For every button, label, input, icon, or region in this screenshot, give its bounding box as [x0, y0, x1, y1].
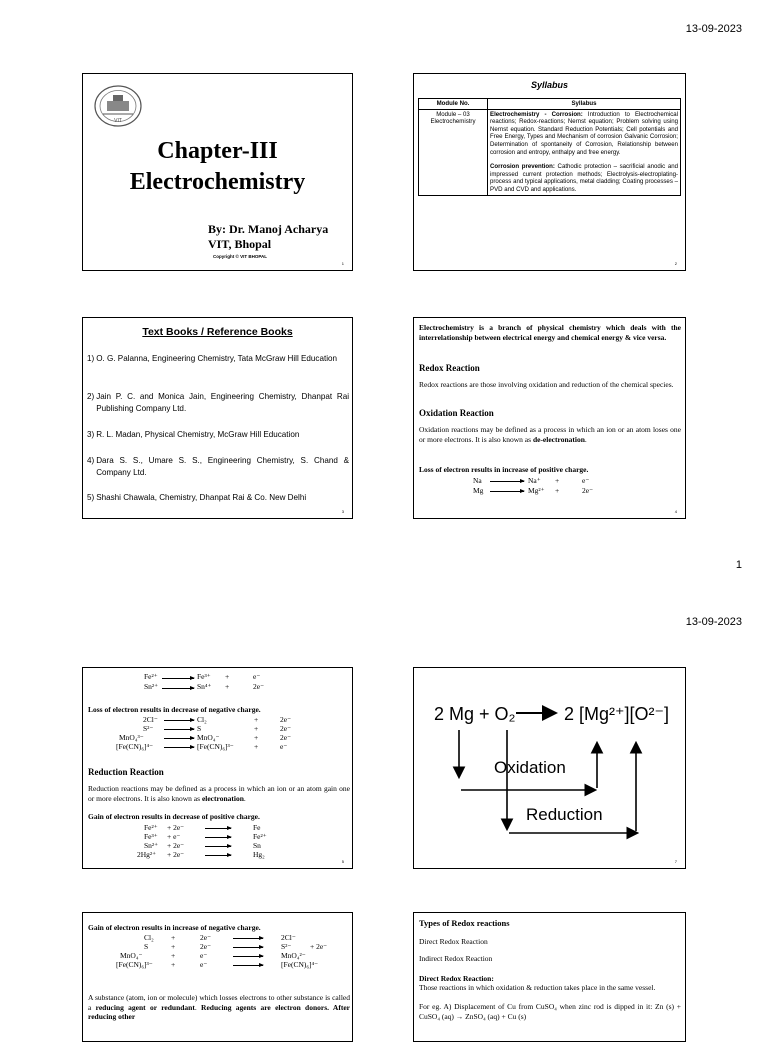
- electron: + 2e⁻: [167, 841, 185, 850]
- loss-heading: Loss of electron results in increase of positive charge.: [419, 465, 589, 474]
- author-block: [208, 222, 328, 252]
- arrow-icon: [205, 828, 231, 829]
- electron: + 2e⁻: [167, 850, 185, 859]
- electron: e⁻: [253, 672, 261, 681]
- redox-text: Redox reactions are those involving oxidation and reduction of the chemical species.: [419, 380, 674, 389]
- arrow-icon: [164, 720, 194, 721]
- book-text: Jain P. C. and Monica Jain, Engineering Chemistry, Dhanpat Rai Publishing Company Ltd.: [96, 392, 349, 413]
- plus: +: [555, 476, 560, 485]
- book-item: [87, 353, 349, 365]
- product: Fe²⁺: [253, 832, 267, 841]
- product: S²⁻: [281, 942, 292, 951]
- textbooks-title: Text Books / Reference Books: [142, 326, 293, 338]
- reduction-term: electronation: [201, 793, 244, 803]
- arrow-icon: [162, 688, 194, 689]
- equation-right: 2 [Mg²⁺][O²⁻]: [564, 704, 670, 724]
- arrow-icon: [205, 855, 231, 856]
- module-name: Electrochemistry: [430, 118, 476, 126]
- module-number: Module – 03: [436, 110, 470, 118]
- slide-redox-diagram: [413, 667, 686, 869]
- book-text: O. G. Palanna, Engineering Chemistry, Tata McGraw Hill Education: [96, 354, 338, 363]
- negative-reactions: [83, 715, 353, 757]
- book-item: [87, 391, 349, 415]
- gain-negative-reactions: [83, 933, 353, 975]
- arrow-icon: [490, 491, 524, 492]
- book-text: Dara S. S., Umare S. S., Engineering Chemistry, S. Chand & Company Ltd.: [96, 456, 349, 477]
- vit-logo-icon: [93, 84, 143, 128]
- product: Mg²⁺: [528, 486, 545, 495]
- plus: +: [171, 960, 176, 969]
- reduction-heading: Reduction Reaction: [88, 767, 164, 777]
- module-cell: [419, 109, 488, 195]
- plus: +: [225, 672, 230, 681]
- arrow-icon: [490, 481, 524, 482]
- reduction-text-end: .: [243, 793, 246, 803]
- extra-electron: + 2e⁻: [310, 942, 328, 951]
- reactant: MnO₄⁻: [120, 951, 143, 960]
- gain-heading: Gain of electron results in decrease of positive charge.: [88, 812, 260, 821]
- direct-heading: Direct Redox Reaction:: [419, 974, 494, 983]
- product: Fe: [253, 823, 261, 832]
- reactant: [Fe(CN)₆]⁴⁻: [116, 742, 154, 751]
- arrow-icon: [233, 938, 263, 939]
- reactant: Cl₂: [144, 933, 154, 942]
- reactant: 2Hg²⁺: [137, 850, 157, 859]
- type-indirect: Indirect Redox Reaction: [419, 954, 493, 963]
- arrow-icon: [233, 947, 263, 948]
- reduction-text: [88, 784, 350, 803]
- gain-heading: Gain of electron results in increase of negative charge.: [88, 923, 261, 932]
- reducing-agent-text-end: .: [194, 1002, 197, 1012]
- slide-syllabus: [413, 73, 686, 271]
- reactant: Fe²⁺: [144, 823, 158, 832]
- arrow-icon: [164, 729, 194, 730]
- electron: e⁻: [200, 951, 208, 960]
- reduction-text-main: Reduction reactions may be defined as a process in which an ion or an atom gain one or more electrons. It is also known as: [88, 784, 350, 803]
- reactant: S: [144, 942, 149, 951]
- slide-title: [82, 73, 353, 271]
- reactant: S²⁻: [143, 724, 154, 733]
- product: MnO₄²⁻: [281, 951, 306, 960]
- type-direct: Direct Redox Reaction: [419, 937, 488, 946]
- reduction-label: Reduction: [526, 805, 603, 824]
- page-date: 13-09-2023: [685, 616, 742, 628]
- electron: 2e⁻: [280, 733, 292, 742]
- slide-title-heading: [83, 136, 352, 198]
- oxidation-text: [419, 425, 681, 444]
- author-institute: VIT, Bhopal: [208, 237, 272, 251]
- oxidation-heading: Oxidation Reaction: [419, 408, 494, 418]
- plus: +: [171, 933, 176, 942]
- copyright: Copyright © VIT BHOPAL: [213, 254, 267, 259]
- top-reactions: [83, 672, 353, 694]
- plus: +: [254, 724, 259, 733]
- slide-redox-types: [413, 912, 686, 1042]
- slide-number: 1: [341, 261, 344, 266]
- plus: +: [171, 942, 176, 951]
- book-number: 1): [87, 354, 95, 363]
- reactant: Fe³⁺: [144, 832, 158, 841]
- arrow-icon: [205, 837, 231, 838]
- product: Sn⁴⁺: [197, 682, 212, 691]
- slide-number: 4: [674, 509, 677, 514]
- reducing-agent-text-main: A substance (atom, ion or molecule) which losses electrons to other substance is called a: [88, 993, 350, 1012]
- oxidation-text-main: Oxidation reactions may be defined as a process in which an ion or an atom loses one or more electrons. It is also known as: [419, 425, 681, 444]
- plus: +: [254, 742, 259, 751]
- plus: +: [254, 715, 259, 724]
- slide-number: 3: [341, 509, 344, 514]
- reactant: 2Cl⁻: [143, 715, 158, 724]
- vit-logo-text: VIT: [114, 118, 122, 124]
- reducing-agent-text: [88, 993, 350, 1022]
- arrow-icon: [164, 747, 194, 748]
- plus: +: [555, 486, 560, 495]
- electron: e⁻: [280, 742, 288, 751]
- equation-left: 2 Mg + O₂: [434, 704, 516, 724]
- plus: +: [225, 682, 230, 691]
- col-header-module: Module No.: [419, 99, 488, 110]
- reactant: Sn²⁺: [144, 682, 159, 691]
- arrow-icon: [233, 956, 263, 957]
- book-text: Shashi Chawala, Chemistry, Dhanpat Rai & Co. New Delhi: [96, 493, 307, 502]
- plus: +: [254, 733, 259, 742]
- reactant: MnO₄³⁻: [119, 733, 144, 742]
- electron: 2e⁻: [582, 486, 594, 495]
- product: MnO₄⁻: [197, 733, 220, 742]
- author-name: By: Dr. Manoj Acharya: [208, 222, 329, 236]
- electron: 2e⁻: [280, 724, 292, 733]
- reactant: [Fe(CN)₆]³⁻: [116, 960, 153, 969]
- plus: +: [171, 951, 176, 960]
- book-item: [87, 455, 349, 479]
- product: Na⁺: [528, 476, 541, 485]
- electron: 2e⁻: [280, 715, 292, 724]
- product: [Fe(CN)₆]⁴⁻: [281, 960, 319, 969]
- page-date: 13-09-2023: [685, 23, 742, 35]
- slide-electrochemistry-intro: [413, 317, 686, 519]
- oxidation-term: de-electronation: [532, 434, 585, 444]
- para2-heading: Corrosion prevention:: [490, 163, 555, 171]
- product: [Fe(CN)₆]³⁻: [197, 742, 234, 751]
- product: Sn: [253, 841, 261, 850]
- slide-reducing-agent: [82, 912, 353, 1042]
- electron: 2e⁻: [253, 682, 265, 691]
- oxidation-reactions: [414, 476, 684, 500]
- title-line-2: Electrochemistry: [129, 169, 306, 195]
- book-item: [87, 429, 349, 441]
- product: Cl₂: [197, 715, 207, 724]
- syllabus-table: [418, 98, 681, 196]
- oxidation-label: Oxidation: [494, 758, 566, 777]
- direct-example: For eg. A) Displacement of Cu from CuSO₄ when zinc rod is dipped in it: Zn (s) + CuSO₄ (aq) → ZnSO₄ (aq) + Cu (s): [419, 1002, 681, 1021]
- redox-diagram: [414, 668, 685, 868]
- product: S: [197, 724, 202, 733]
- electron: 2e⁻: [200, 942, 212, 951]
- title-line-1: Chapter-III: [157, 138, 278, 164]
- reactant: Na: [473, 476, 482, 485]
- syllabus-cell: [488, 109, 681, 195]
- electron: + e⁻: [167, 832, 181, 841]
- reactant: Mg: [473, 486, 484, 495]
- col-header-syllabus: Syllabus: [488, 99, 681, 110]
- para1-text: Introduction to Electrochemical reactions; Redox-reactions; Nernst equation; Problem solving using Nernst equation. Standard Reduction Potentials; Cell potentials and Free Energy, Types and Mechanism of corrosion Galvanic Corrosion; Determination of spontaneity of Corrosion, Relationship between corrosion and entropy, enthalpy and free energy.: [490, 110, 678, 156]
- book-number: 2): [87, 392, 95, 401]
- oxidation-text-end: .: [584, 434, 587, 444]
- slide-number: 5: [341, 859, 344, 864]
- types-heading: Types of Redox reactions: [419, 918, 510, 928]
- slide-number: 2: [674, 261, 677, 266]
- book-number: 5): [87, 493, 95, 502]
- reducing-agent-bold-text: Reducing agents are electron donors. After reducing other: [88, 1002, 350, 1021]
- product: 2Cl⁻: [281, 933, 296, 942]
- book-text: R. L. Madan, Physical Chemistry, McGraw Hill Education: [96, 430, 300, 439]
- page-number: 1: [735, 559, 742, 571]
- slide-reduction: [82, 667, 353, 869]
- syllabus-para-2: [490, 163, 678, 193]
- arrow-icon: [205, 846, 231, 847]
- electron: + 2e⁻: [167, 823, 185, 832]
- intro-text: Electrochemistry is a branch of physical chemistry which deals with the interrelationship between electrical energy and chemical energy & vice versa.: [419, 323, 681, 342]
- gain-reactions: [83, 823, 353, 865]
- arrow-icon: [233, 965, 263, 966]
- reactant: Sn²⁺: [144, 841, 159, 850]
- arrow-icon: [162, 678, 194, 679]
- electron: 2e⁻: [200, 933, 212, 942]
- redox-heading: Redox Reaction: [419, 363, 480, 373]
- book-item: [87, 492, 349, 504]
- slide-number: 7: [674, 859, 677, 864]
- para2-text: Cathodic protection – sacrificial anodic and impressed current protection methods; Electrolysis-electroplating-process and typical applications, metal cladding; Coating processes – PVD and CVD and applications.: [490, 163, 678, 193]
- arrow-icon: [164, 738, 194, 739]
- reducing-agent-term: reducing agent or redundant: [95, 1002, 195, 1012]
- book-number: 3): [87, 430, 95, 439]
- direct-text: Those reactions in which oxidation & reduction takes place in the same vessel.: [419, 983, 656, 992]
- reactant: Fe²⁺: [144, 672, 158, 681]
- slide-textbooks: [82, 317, 353, 519]
- product: Hg₂: [253, 850, 265, 859]
- product: Fe³⁺: [197, 672, 211, 681]
- electron: e⁻: [200, 960, 208, 969]
- electron: e⁻: [582, 476, 590, 485]
- book-number: 4): [87, 456, 95, 465]
- loss-heading: Loss of electron results in decrease of negative charge.: [88, 705, 261, 714]
- syllabus-title: Syllabus: [530, 80, 568, 90]
- syllabus-para-1: [490, 111, 678, 157]
- para1-heading: Electrochemistry - Corrosion:: [490, 110, 583, 118]
